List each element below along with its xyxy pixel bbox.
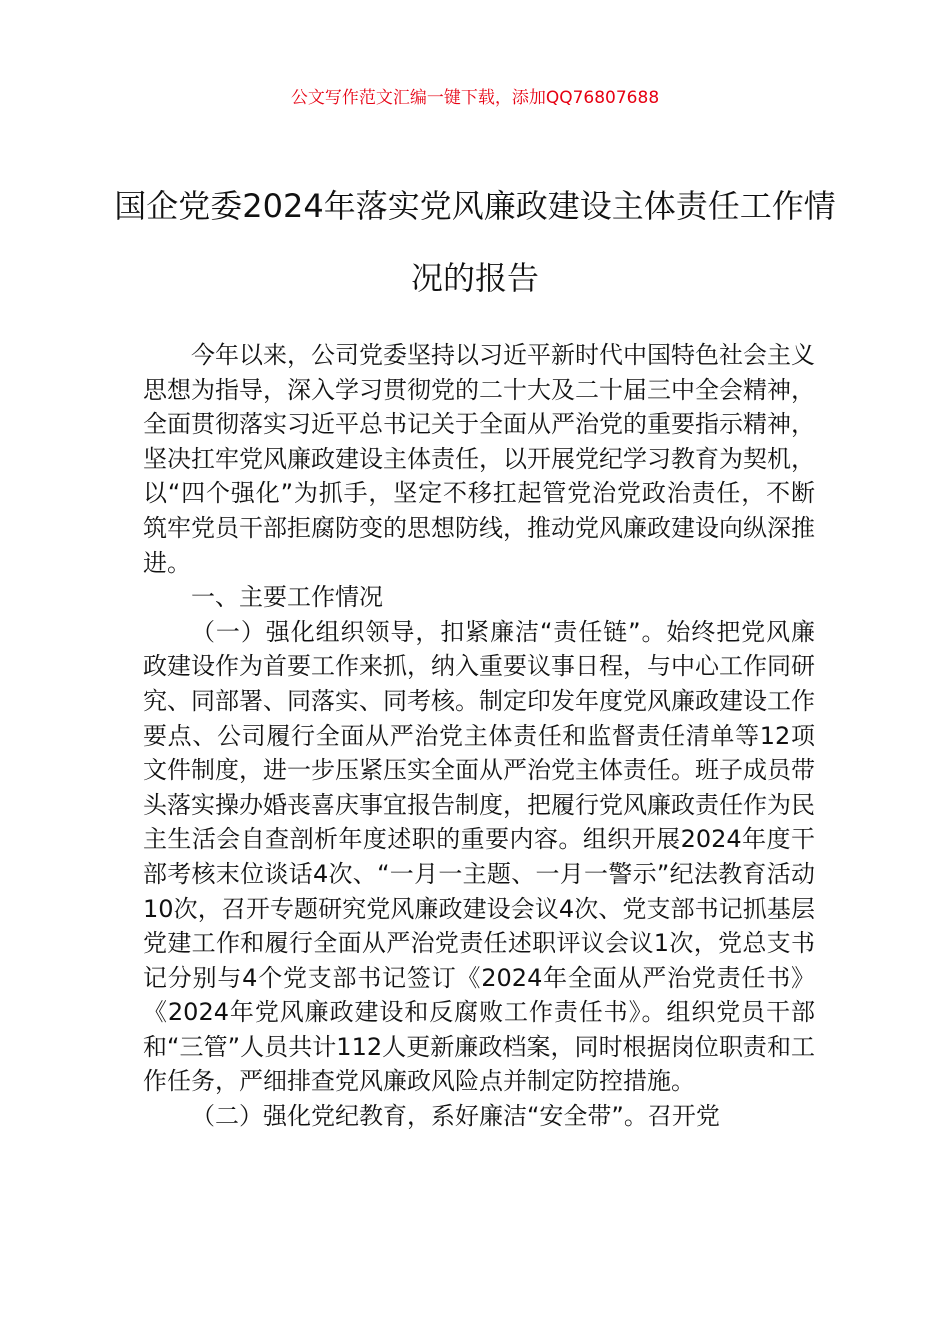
subsection-paragraph-1: （一）强化组织领导，扣紧廉洁“责任链”。始终把党风廉政建设作为首要工作来抓，纳入重要议事日程，与中心工作同研究、同部署、同落实、同考核。制定印发年度党风廉政建设工作要点、公司履行全面从严治党主体责任和监督责任清单等12项文件制度，进一步压紧压实全面从严治党主体责任。班子成员带头落实操办婚丧喜庆事宜报告制度，把履行党风廉政责任作为民主生活会自查剖析年度述职的重要内容。组织开展2024年度干部考核末位谈话4次、“一月一主题、一月一警示”纪法教育活动10次，召开专题研究党风廉政建设会议4次、党支部书记抓基层党建工作和履行全面从严治党责任述职评议会议1次，党总支书记分别与4个党支部书记签订《2024年全面从严治党责任书》《2024年党风廉政建设和反腐败工作责任书》。组织党员干部和“三管”人员共计112人更新廉政档案，同时根据岗位职责和工作任务，严细排查党风廉政风险点并制定防控措施。 [143,617,815,1096]
subsection-paragraph-2: （二）强化党纪教育，系好廉洁“安全带”。召开党 [191,1102,720,1131]
intro-paragraph: 今年以来，公司党委坚持以习近平新时代中国特色社会主义思想为指导，深入学习贯彻党的二十大及二十届三中全会精神，全面贯彻落实习近平总书记关于全面从严治党的重要指示精神，坚决扛牢党风廉政建设主体责任，以开展党纪学习教育为契机，以“四个强化”为抓手，坚定不移扛起管党治党政治责任，不断筑牢党员干部拒腐防变的思想防线，推动党风廉政建设向纵深推进。 [143,341,815,577]
report-title: 国企党委2024年落实党风廉政建设主体责任工作情况的报告 [114,187,836,297]
download-banner: 公文写作范文汇编一键下载，添加QQ76807688 [290,88,660,108]
section-heading: 一、主要工作情况 [191,583,383,612]
report-body [143,338,815,1134]
